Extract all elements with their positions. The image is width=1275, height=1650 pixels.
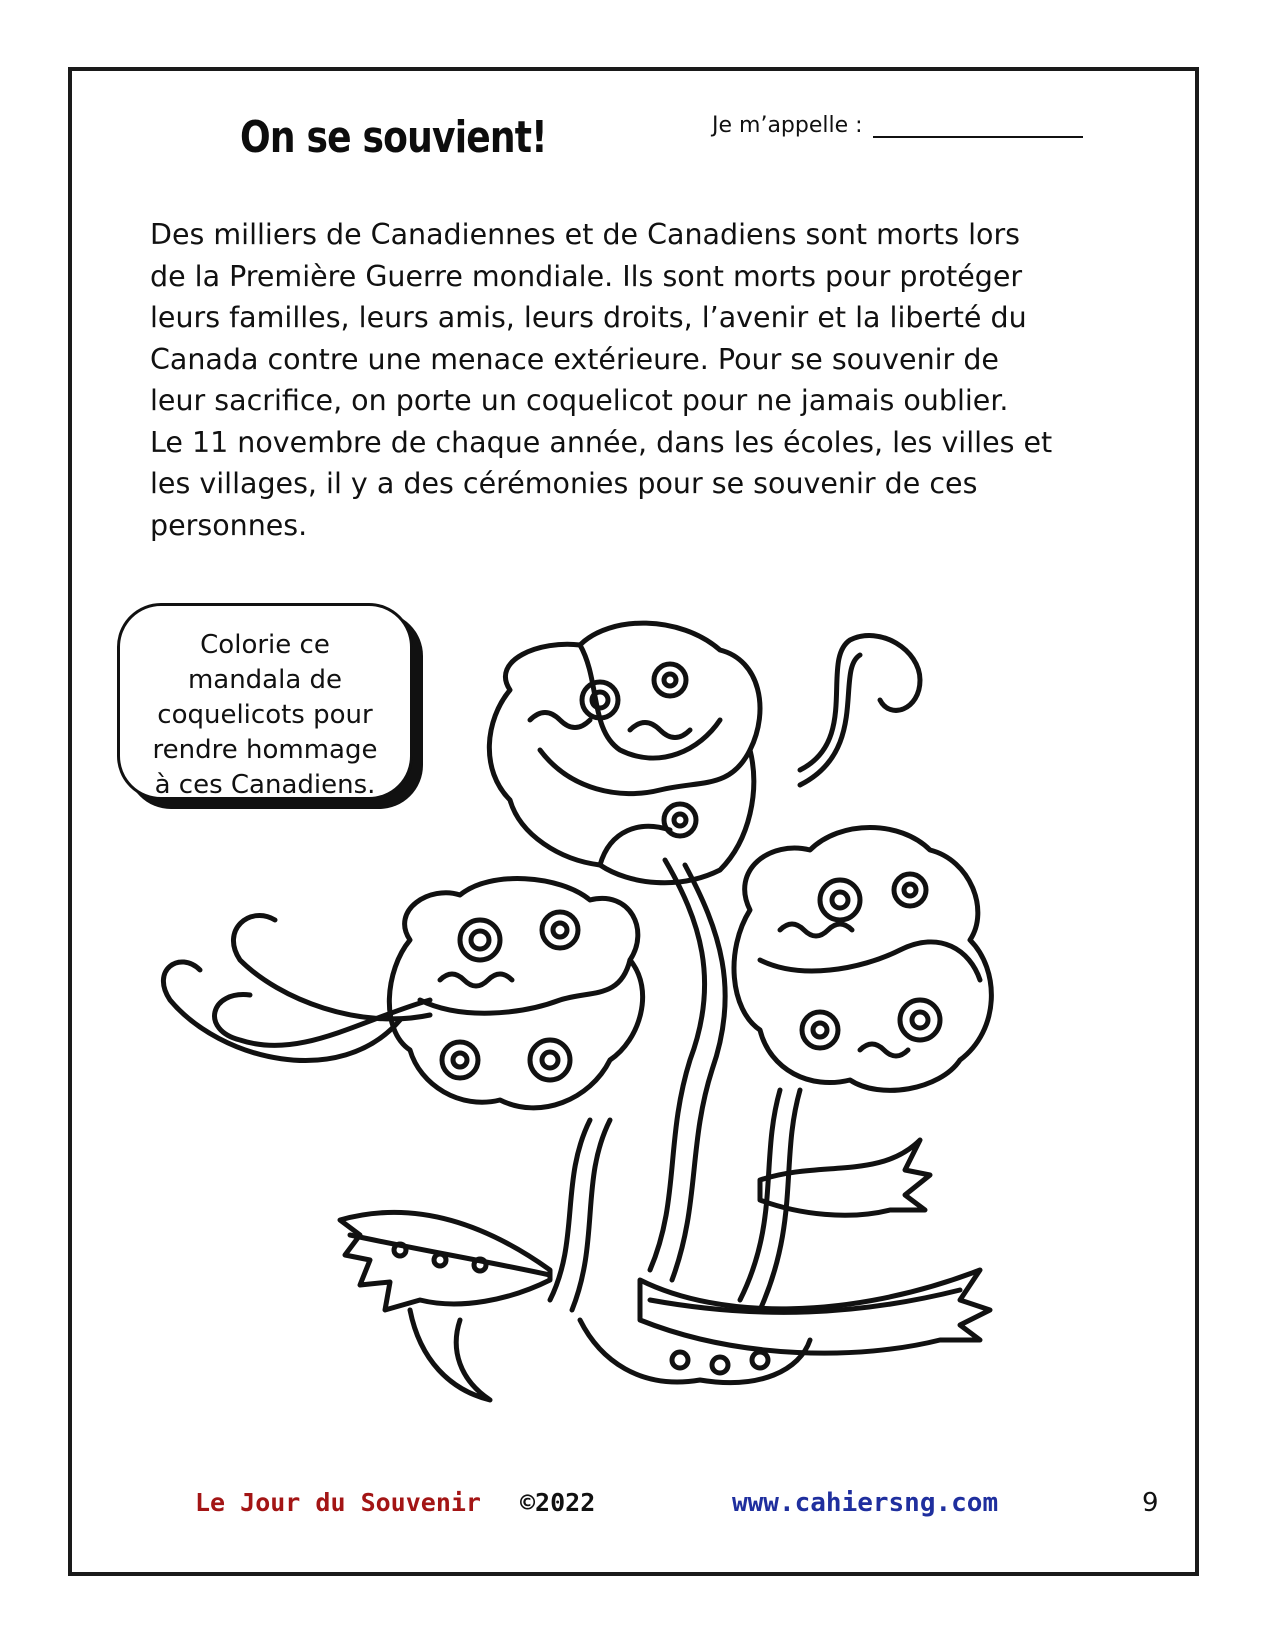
callout-line: à ces Canadiens. xyxy=(154,770,376,800)
poppy-coloring-illustration-icon[interactable] xyxy=(160,620,1120,1480)
intro-line: leurs familles, leurs amis, leurs droits, l’avenir et la liberté du xyxy=(150,301,1027,334)
intro-paragraph xyxy=(150,214,1110,546)
page-number: 9 xyxy=(1142,1488,1159,1518)
callout-line: Colorie ce xyxy=(200,630,330,660)
callout-line: rendre hommage xyxy=(152,735,378,765)
intro-line: Canada contre une menace extérieure. Pour se souvenir de xyxy=(150,342,999,376)
footer-website-link[interactable]: www.cahiersng.com xyxy=(732,1488,999,1518)
name-blank-line[interactable] xyxy=(873,112,1083,138)
footer-copyright: ©2022 xyxy=(520,1488,596,1517)
intro-line: de la Première Guerre mondiale. Ils sont morts pour protéger xyxy=(150,259,1023,293)
intro-line: personnes. xyxy=(150,508,308,542)
intro-line: leur sacrifice, on porte un coquelicot pour ne jamais oublier. xyxy=(150,384,1009,417)
intro-line: Le 11 novembre de chaque année, dans les écoles, les villes et xyxy=(150,425,1053,459)
intro-line: Des milliers de Canadiennes et de Canadiens sont morts lors xyxy=(150,218,1021,251)
footer xyxy=(0,1488,1275,1528)
intro-line: les villages, il y a des cérémonies pour se souvenir de ces xyxy=(150,467,978,500)
page-title: On se souvient! xyxy=(240,112,547,163)
callout-line: mandala de xyxy=(187,665,343,695)
footer-title: Le Jour du Souvenir xyxy=(195,1488,481,1517)
callout-line: coquelicots pour xyxy=(157,700,373,730)
name-label: Je m’appelle : xyxy=(712,113,863,138)
name-field xyxy=(712,112,1083,138)
